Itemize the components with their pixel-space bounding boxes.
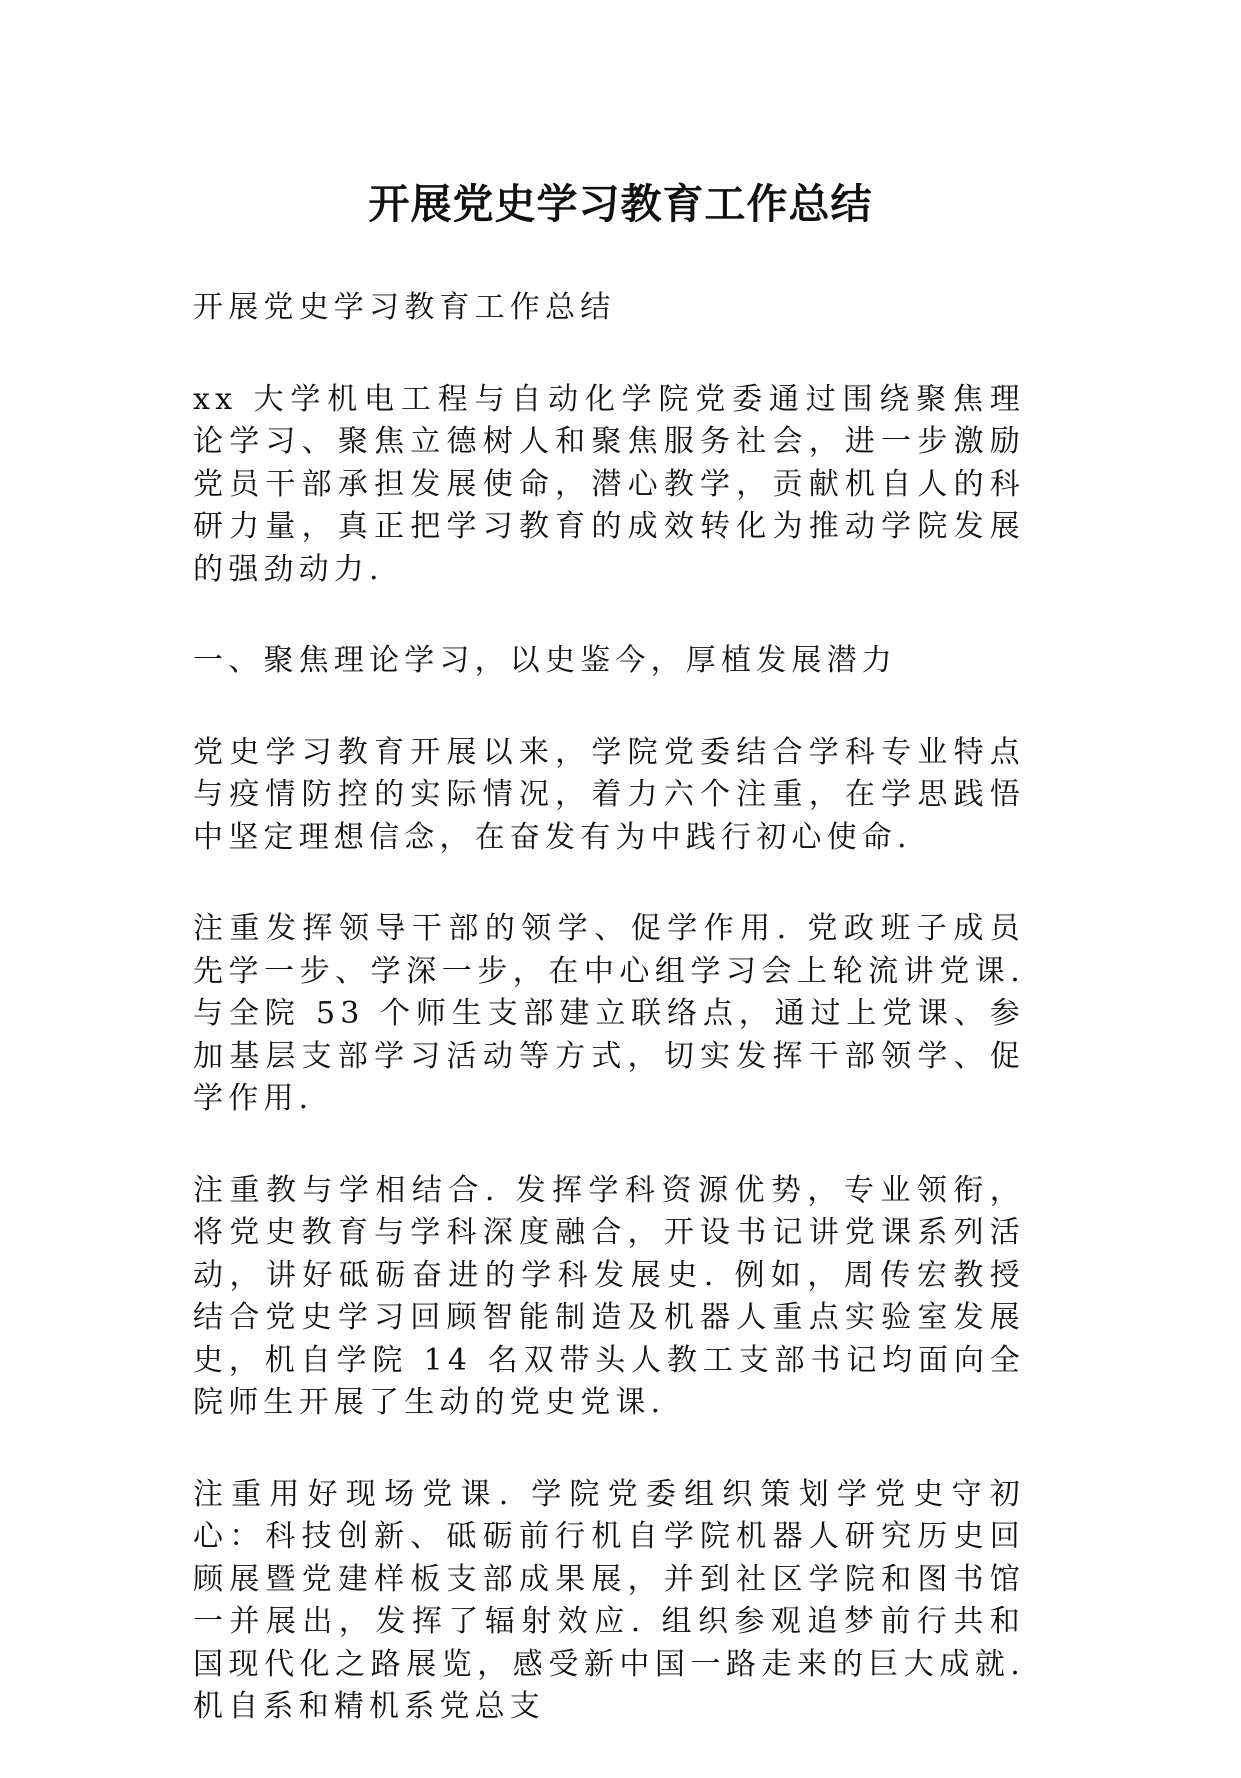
subtitle-paragraph: 开展党史学习教育工作总结: [193, 290, 616, 325]
body-paragraph: 注重教与学相结合. 发挥学科资源优势，专业领衔，将党史教育与学科深度融合，开设书记讲党课系列活动，讲好砥砺奋进的学科发展史. 例如，周传宏教授结合党史学习回顾智能制造及机器人重点实验室发展史，机自学院 14 名双带头人教工支部书记均面向全院师生开展了生动的党史党课.: [193, 1172, 1025, 1420]
body-paragraph: 注重用好现场党课. 学院党委组织策划学党史守初心：科技创新、砥砺前行机自学院机器人研究历史回顾展暨党建样板支部成果展，并到社区学院和图书馆一并展出，发挥了辐射效应. 组织参观追梦前行共和国现代化之路展览，感受新中国一路走来的巨大成就. 机自系和精机系党总支: [193, 1476, 1025, 1724]
body-paragraph: 党史学习教育开展以来，学院党委结合学科专业特点与疫情防控的实际情况，着力六个注重，在学思践悟中坚定理想信念，在奋发有为中践行初心使命.: [193, 734, 1025, 855]
intro-paragraph: xx 大学机电工程与自动化学院党委通过围绕聚焦理论学习、聚焦立德树人和聚焦服务社会，进一步激励党员干部承担发展使命，潜心教学，贡献机自人的科研力量，真正把学习教育的成效转化为推动学院发展的强劲动力.: [193, 381, 1025, 587]
section-heading: 一、聚焦理论学习，以史鉴今，厚植发展潜力: [193, 643, 897, 678]
document-title: 开展党史学习教育工作总结: [368, 180, 873, 228]
document-body: [193, 287, 1025, 1778]
body-paragraph: 注重发挥领导干部的领学、促学作用. 党政班子成员先学一步、学深一步，在中心组学习会上轮流讲党课. 与全院 53 个师生支部建立联络点，通过上党课、参加基层支部学习活动等方式，切实发挥干部领学、促学作用.: [193, 911, 1025, 1116]
